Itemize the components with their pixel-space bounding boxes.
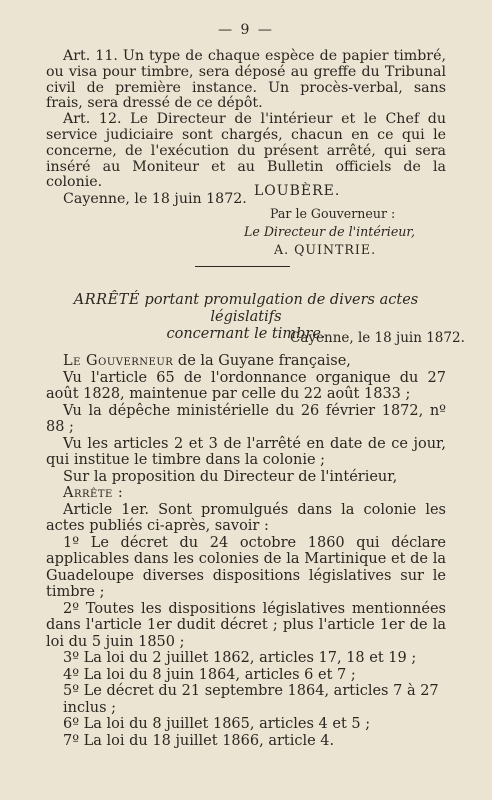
item-3: 3º La loi du 2 juillet 1862, articles 17, 18 et 19 ; [63,650,417,666]
vu-2: Vu la dépêche ministérielle du 26 février 1872, nº 88 ; [46,402,446,435]
vu-1: Vu l'article 65 de l'ordonnance organique du 27 août 1828, maintenue par celle du 22 août 1833 ; [46,369,446,402]
second-signatory-name: A. QUINTRIE. [274,242,377,257]
par-le-gouverneur: Par le Gouverneur : [270,206,396,221]
articles-section [46,49,446,208]
item-5: 5º Le décret du 21 septembre 1864, articles 7 à 27 inclus ; [63,683,439,716]
title-line-1: portant promulgation de divers actes législatifs [144,292,419,325]
title-lead: ARRÊTÉ [73,292,140,308]
page-number: — 9 — [218,22,274,38]
item-2: 2º Toutes les dispositions législatives mentionnées dans l'article 1er dudit décret ; plus l'article 1er de la loi du 5 juin 1850 ; [46,600,446,650]
item-7: 7º La loi du 18 juillet 1866, article 4. [63,732,335,749]
article-12: Art. 12. Le Directeur de l'intérieur et le Chef du service judiciaire sont chargés, chacun en ce qui le concerne, de l'exécution du présent arrêté, qui sera inséré au Moniteur et au Bulletin officiels de la colonie. [46,111,446,191]
arrete-place-date: Cayenne, le 18 juin 1872. [290,330,465,346]
item-4: 4º La loi du 8 juin 1864, articles 6 et 7 ; [63,666,356,683]
vu-3: Vu les articles 2 et 3 de l'arrêté en date de ce jour, qui institue le timbre dans la colonie ; [46,435,446,468]
arrete-body [46,353,446,749]
place-date: Cayenne, le 18 juin 1872. [63,191,247,208]
signatory-name: LOUBÈRE. [254,183,341,199]
sur-la-proposition: Sur la proposition du Directeur de l'intérieur, [63,468,398,485]
item-6: 6º La loi du 8 juillet 1865, articles 4 et 5 ; [63,716,371,732]
arrete-word: Arrête : [63,485,124,501]
title-line-2: concernant le timbre. [166,326,326,342]
article-11: Art. 11. Un type de chaque espèce de papier timbré, ou visa pour timbre, sera déposé au greffe du Tribunal civil de première instance. Un procès-verbal, sans frais, sera dressé de ce dépôt. [46,48,446,112]
article-1: Article 1er. Sont promulgués dans la colonie les actes publiés ci-après, savoir : [46,501,446,534]
gouverneur-rest: de la Guyane française, [177,353,351,369]
item-1: 1º Le décret du 24 octobre 1860 qui déclare applicables dans les colonies de la Martinique et de la Guadeloupe diverses dispositions législatives sur le timbre ; [46,534,446,600]
separator-rule [195,266,290,267]
gouverneur-smallcaps: Le Gouverneur [63,353,174,369]
directeur-title: Le Directeur de l'intérieur, [244,224,416,239]
gouverneur-line [46,353,446,370]
